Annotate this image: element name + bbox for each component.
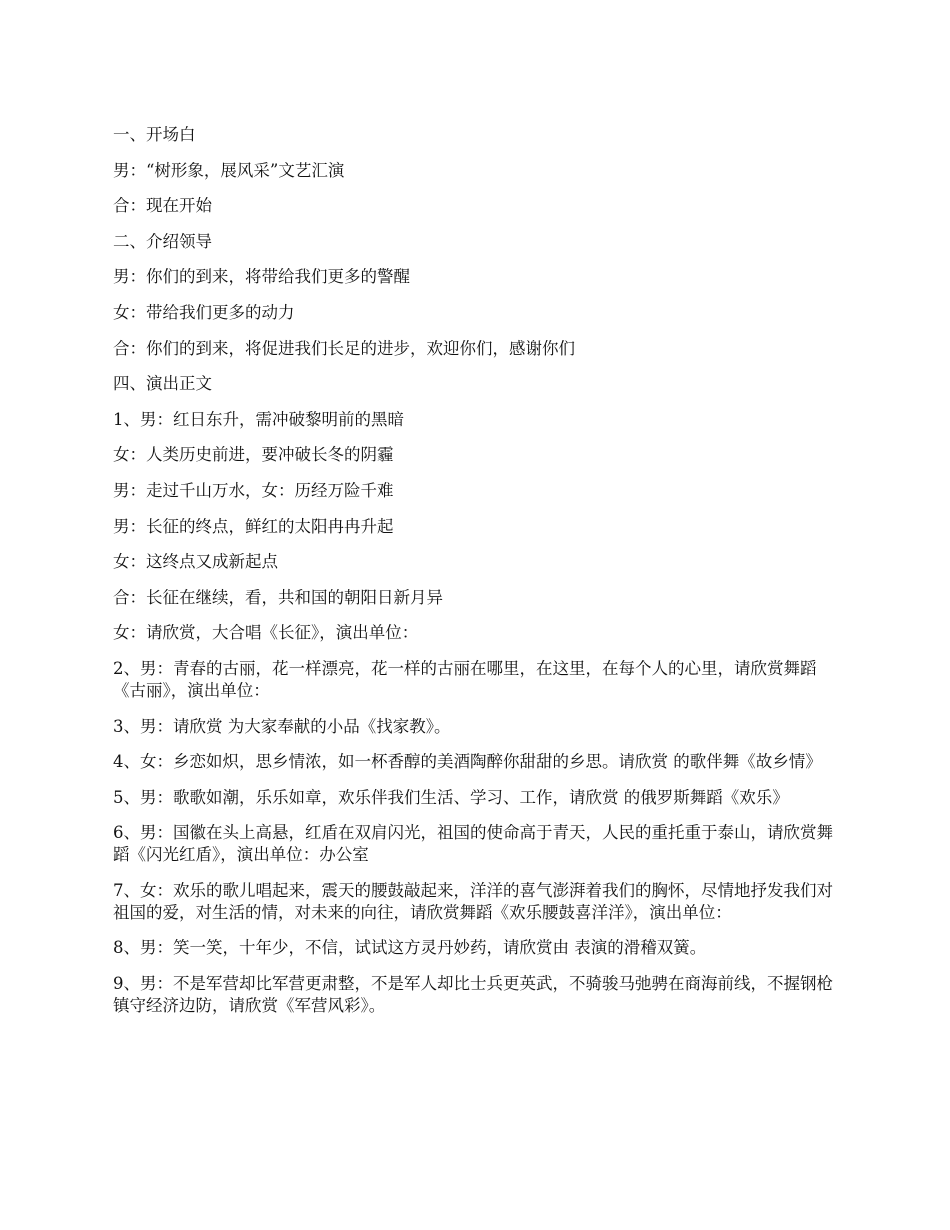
section-heading-introduce-leaders: 二、介绍领导 — [113, 231, 212, 251]
script-paragraph: 7、女：欢乐的歌儿唱起来，震天的腰鼓敲起来，洋洋的喜气澎湃着我们的胸怀，尽情地抒发我们对祖国的爱，对生活的情，对未来的向往，请欣赏舞蹈《欢乐腰鼓喜洋洋》，演出单位： — [113, 880, 833, 922]
script-paragraph: 3、男：请欣赏 为大家奉献的小品《找家教》。 — [113, 716, 451, 736]
script-paragraph: 2、男：青春的古丽，花一样漂亮，花一样的古丽在哪里，在这里，在每个人的心里，请欣赏舞蹈《古丽》，演出单位： — [113, 658, 817, 700]
script-paragraph: 8、男：笑一笑，十年少，不信，试试这方灵丹妙药，请欣赏由 表演的滑稽双簧。 — [113, 938, 707, 958]
script-line: 男：“树形象，展风采”文艺汇演 — [113, 160, 345, 180]
script-line: 女：请欣赏，大合唱《长征》，演出单位： — [113, 623, 419, 643]
section-heading-opening: 一、开场白 — [113, 125, 196, 144]
script-line: 合：现在开始 — [113, 196, 212, 216]
script-line: 男：走过千山万水，女：历经万险千难 — [113, 480, 394, 500]
script-line: 合：长征在继续，看，共和国的朝阳日新月异 — [113, 587, 443, 607]
script-line: 合：你们的到来，将促进我们长足的进步，欢迎你们，感谢你们 — [113, 338, 575, 358]
script-line: 1、男：红日东升，需冲破黎明前的黑暗 — [113, 409, 404, 429]
script-line: 女：这终点又成新起点 — [113, 552, 278, 572]
document-body — [113, 124, 841, 1031]
script-line: 男：长征的终点，鲜红的太阳冉冉升起 — [113, 516, 394, 536]
script-paragraph: 4、女：乡恋如炽，思乡情浓，如一杯香醇的美酒陶醉你甜甜的乡思。请欣赏 的歌伴舞《故乡情》 — [113, 752, 822, 772]
script-line: 女：人类历史前进，要冲破长冬的阴霾 — [113, 445, 394, 465]
script-line: 女：带给我们更多的动力 — [113, 302, 295, 322]
script-line: 男：你们的到来，将带给我们更多的警醒 — [113, 267, 410, 287]
script-paragraph: 5、男：歌歌如潮，乐乐如章，欢乐伴我们生活、学习、工作，请欣赏 的俄罗斯舞蹈《欢乐》 — [113, 787, 789, 807]
script-paragraph: 6、男：国徽在头上高悬，红盾在双肩闪光，祖国的使命高于青天，人民的重托重于泰山，请欣赏舞蹈《闪光红盾》，演出单位：办公室 — [113, 823, 833, 865]
script-paragraph: 9、男：不是军营却比军营更肃整，不是军人却比士兵更英武，不骑骏马弛骋在商海前线，不握钢枪镇守经济边防，请欣赏《军营风彩》。 — [113, 974, 833, 1016]
section-heading-main-performance: 四、演出正文 — [113, 374, 212, 394]
